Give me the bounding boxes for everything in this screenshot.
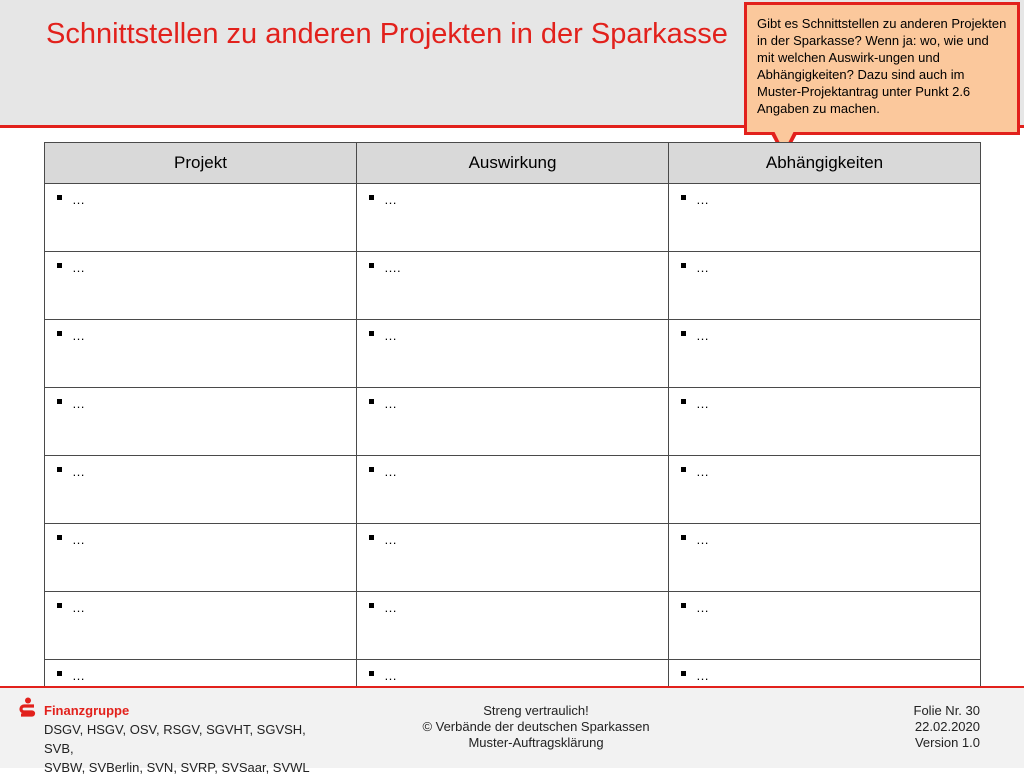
table-row [45, 252, 981, 320]
square-bullet-icon [369, 535, 374, 540]
table-cell [669, 592, 981, 660]
square-bullet-icon [369, 195, 374, 200]
table-cell [357, 184, 669, 252]
cell-text: … [72, 260, 85, 275]
square-bullet-icon [57, 399, 62, 404]
slide-version: Version 1.0 [914, 735, 980, 750]
square-bullet-icon [369, 467, 374, 472]
table-cell [45, 388, 357, 456]
table-cell [669, 524, 981, 592]
cell-text: … [696, 396, 709, 411]
footer-right [914, 703, 980, 751]
table-cell [45, 184, 357, 252]
table-row [45, 184, 981, 252]
brand-name: Finanzgruppe [44, 703, 130, 718]
square-bullet-icon [57, 671, 62, 676]
cell-text: … [696, 532, 709, 547]
square-bullet-icon [681, 603, 686, 608]
cell-text: … [384, 532, 397, 547]
square-bullet-icon [369, 671, 374, 676]
table-cell [357, 320, 669, 388]
cell-text: … [72, 396, 85, 411]
table-cell [669, 388, 981, 456]
header-projekt: Projekt [45, 143, 357, 184]
slide-number: Folie Nr. 30 [913, 703, 980, 718]
square-bullet-icon [681, 399, 686, 404]
square-bullet-icon [57, 331, 62, 336]
cell-text: … [696, 328, 709, 343]
slide-date: 22.02.2020 [914, 719, 980, 734]
callout-note: Gibt es Schnittstellen zu anderen Projekten in der Sparkasse? Wenn ja: wo, wie und mit welchen Auswirk-ungen und Abhängigkeiten? Dazu sind auch im Muster-Projektantrag unter Punkt 2.6 Angaben zu machen. [744, 2, 1020, 135]
square-bullet-icon [681, 671, 686, 676]
table-cell [45, 524, 357, 592]
square-bullet-icon [57, 467, 62, 472]
cell-text: … [384, 668, 397, 683]
footer-center [386, 703, 686, 751]
cell-text: … [696, 260, 709, 275]
copyright-label: © Verbände der deutschen Sparkassen [422, 719, 650, 734]
square-bullet-icon [57, 603, 62, 608]
square-bullet-icon [57, 535, 62, 540]
table-cell [357, 524, 669, 592]
interfaces-table [44, 142, 981, 728]
square-bullet-icon [369, 331, 374, 336]
table-row [45, 320, 981, 388]
cell-text: … [696, 192, 709, 207]
table-body [45, 184, 981, 728]
document-name: Muster-Auftragsklärung [468, 735, 604, 750]
table-cell [357, 388, 669, 456]
associations-list [44, 720, 334, 777]
cell-text: … [72, 464, 85, 479]
slide-title: Schnittstellen zu anderen Projekten in der Sparkasse [46, 18, 728, 50]
cell-text: … [384, 328, 397, 343]
cell-text: … [72, 192, 85, 207]
associations-line-2: SVBW, SVBerlin, SVN, SVRP, SVSaar, SVWL [44, 760, 310, 775]
sparkasse-s-icon [18, 697, 38, 719]
header-auswirkung: Auswirkung [357, 143, 669, 184]
table-cell [669, 184, 981, 252]
table-cell [669, 456, 981, 524]
square-bullet-icon [681, 331, 686, 336]
table-header-row [45, 143, 981, 184]
associations-line-1: DSGV, HSGV, OSV, RSGV, SGVHT, SGVSH, SVB, [44, 722, 306, 756]
square-bullet-icon [369, 399, 374, 404]
cell-text: … [72, 668, 85, 683]
table-row [45, 592, 981, 660]
table-row [45, 456, 981, 524]
cell-text: … [696, 668, 709, 683]
cell-text: … [384, 464, 397, 479]
table-cell [45, 320, 357, 388]
table-cell [669, 320, 981, 388]
cell-text: … [384, 396, 397, 411]
square-bullet-icon [57, 195, 62, 200]
header-abhaengigkeiten: Abhängigkeiten [669, 143, 981, 184]
table-cell [45, 456, 357, 524]
table-cell [357, 252, 669, 320]
cell-text: … [384, 600, 397, 615]
cell-text: … [384, 192, 397, 207]
confidential-label: Streng vertraulich! [483, 703, 589, 718]
table-cell [357, 456, 669, 524]
cell-text: … [72, 532, 85, 547]
cell-text: …. [384, 260, 401, 275]
square-bullet-icon [369, 263, 374, 268]
square-bullet-icon [57, 263, 62, 268]
table-cell [357, 592, 669, 660]
cell-text: … [72, 600, 85, 615]
square-bullet-icon [369, 603, 374, 608]
square-bullet-icon [681, 263, 686, 268]
square-bullet-icon [681, 195, 686, 200]
table-row [45, 524, 981, 592]
table-cell [45, 252, 357, 320]
square-bullet-icon [681, 535, 686, 540]
table-cell [669, 252, 981, 320]
cell-text: … [72, 328, 85, 343]
table-row [45, 388, 981, 456]
square-bullet-icon [681, 467, 686, 472]
table-cell [45, 592, 357, 660]
cell-text: … [696, 464, 709, 479]
cell-text: … [696, 600, 709, 615]
